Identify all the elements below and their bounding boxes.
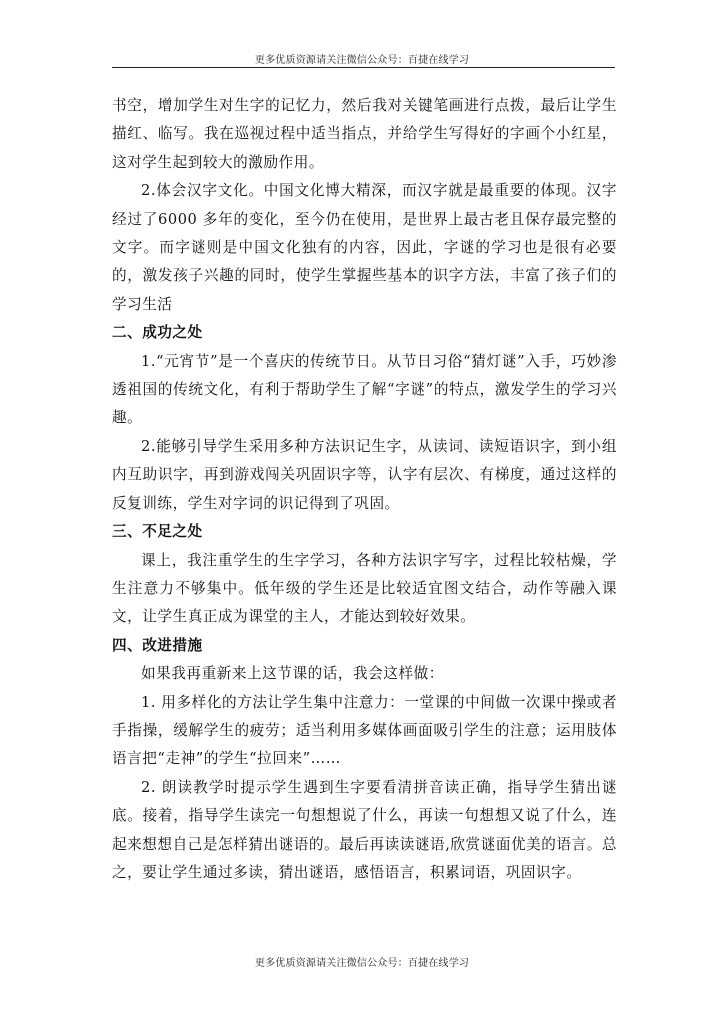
page-footer: 更多优质资源请关注微信公众号：百捷在线学习: [254, 958, 470, 969]
header-divider: [112, 67, 615, 68]
paragraph-6: 如果我再重新来上这节课的话，我会这样做：: [141, 665, 444, 683]
heading-success: 二、成功之处: [112, 324, 203, 342]
heading-shortcomings: 三、不足之处: [112, 523, 203, 541]
paragraph-3: 1.“元宵节”是一个喜庆的传统节日。从节日习俗“猜灯谜”入手，巧妙渗透祖国的传统文化，有利于帮助学生了解“字谜”的特点，激发学生的学习兴趣。: [112, 352, 617, 427]
paragraph-5: 课上，我注重学生的生字学习，各种方法识字写字，过程比较枯燥，学生注意力不够集中。低年级的学生还是比较适宜图文结合，动作等融入课文，让学生真正成为课堂的主人，才能达到较好效果。: [112, 551, 617, 626]
paragraph-2: 2.体会汉字文化。中国文化博大精深，而汉字就是最重要的体现。汉字经过了6000 多年的变化，至今仍在使用，是世界上最古老且保存最完整的文字。而字谜则是中国文化独有的内容，因此，字谜的学习也是很有必要的，激发孩子兴趣的同时，使学生掌握些基本的识字方法，丰富了孩子们的学习生活: [112, 182, 617, 313]
page-header: 更多优质资源请关注微信公众号：百捷在线学习: [254, 55, 470, 66]
paragraph-4: 2.能够引导学生采用多种方法识记生字，从读词、读短语识字，到小组内互助识字，再到游戏闯关巩固识字等，认字有层次、有梯度，通过这样的反复训练，学生对字词的识记得到了巩固。: [112, 437, 617, 512]
paragraph-7: 1. 用多样化的方法让学生集中注意力：一堂课的中间做一次课中操或者手指操，缓解学生的疲劳；适当利用多媒体画面吸引学生的注意；运用肢体语言把“走神”的学生“拉回来”……: [112, 693, 617, 768]
paragraph-1: 书空，增加学生对生字的记忆力，然后我对关键笔画进行点拨，最后让学生描红、临写。我在巡视过程中适当指点，并给学生写得好的字画个小红星，这对学生起到较大的激励作用。: [112, 97, 617, 171]
paragraph-8: 2. 朗读教学时提示学生遇到生字要看清拼音读正确，指导学生猜出谜底。接着，指导学生读完一句想想说了什么，再读一句想想又说了什么，连起来想想自己是怎样猜出谜语的。最后再读读谜语,欣赏谜面优美的语言。总之，要让学生通过多读，猜出谜语，感悟语言，积累词语，巩固识字。: [112, 778, 617, 881]
heading-improvements: 四、改进措施: [112, 636, 203, 654]
document-body: [112, 92, 617, 887]
